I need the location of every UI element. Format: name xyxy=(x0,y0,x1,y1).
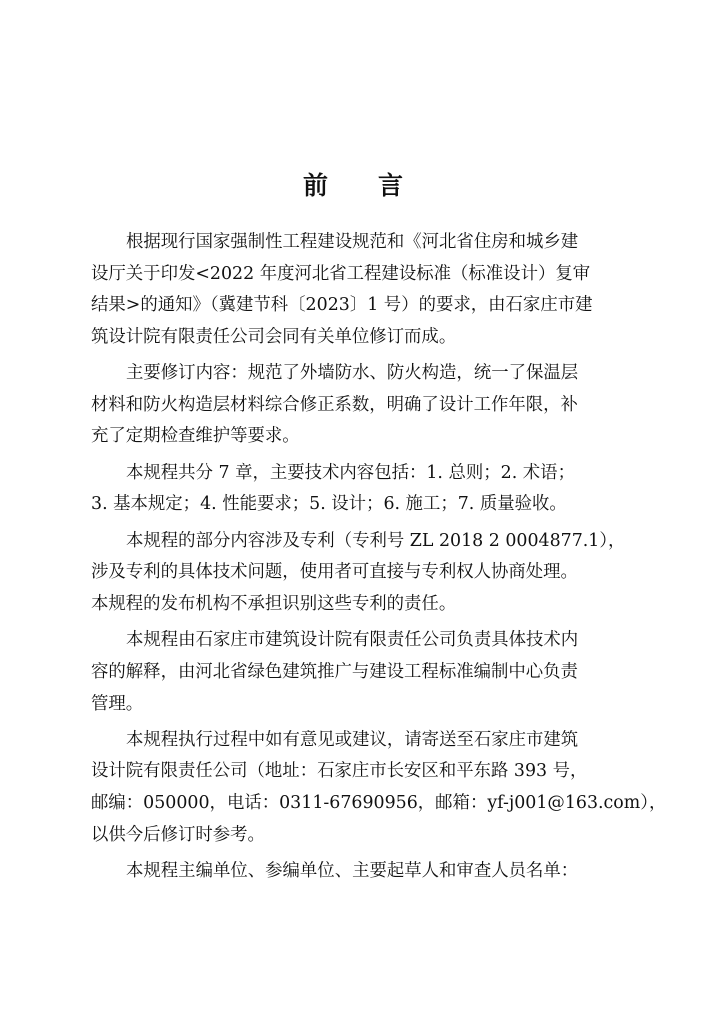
paragraph-line: 根据现行国家强制性工程建设规范和《河北省住房和城乡建 xyxy=(126,232,579,252)
paragraph-chapters xyxy=(91,458,617,521)
paragraph-line: 涉及专利的具体技术问题，使用者可直接与专利权人协商处理。 xyxy=(91,562,578,583)
page-title xyxy=(0,166,706,202)
paragraph-line: 本规程由石家庄市建筑设计院有限责任公司负责具体技术内 xyxy=(126,630,579,651)
paragraph-line: 本规程执行过程中如有意见或建议，请寄送至石家庄市建筑 xyxy=(126,729,579,750)
paragraph-line: 主要修订内容：规范了外墙防水、防火构造，统一了保温层 xyxy=(126,363,579,384)
title-char-2: 言 xyxy=(378,171,404,200)
paragraph-line: 3. 基本规定；4. 性能要求；5. 设计；6. 施工；7. 质量验收。 xyxy=(91,494,567,515)
paragraph-line: 容的解释，由河北省绿色建筑推广与建设工程标准编制中心负责 xyxy=(91,661,578,682)
title-char-1: 前 xyxy=(302,171,328,200)
paragraph-line: 邮编：050000，电话：0311-67690956，邮箱：yf-j001@163.com）， xyxy=(91,793,667,814)
paragraph-interpretation xyxy=(91,625,617,720)
paragraph-line: 本规程的部分内容涉及专利（专利号 ZL 2018 2 0004877.1）， xyxy=(126,530,626,551)
paragraph-line: 设厅关于印发<2022 年度河北省工程建设标准（标准设计）复审 xyxy=(91,263,591,284)
paragraph-patent xyxy=(91,526,626,621)
preface-body xyxy=(91,227,667,892)
paragraph-line: 本规程共分 7 章，主要技术内容包括：1. 总则；2. 术语； xyxy=(126,462,575,483)
paragraph-line: 筑设计院有限责任公司会同有关单位修订而成。 xyxy=(91,326,457,347)
paragraph-contributors xyxy=(91,856,617,888)
paragraph-line: 结果>的通知》（冀建节科〔2023〕1 号）的要求，由石家庄市建 xyxy=(91,295,593,316)
paragraph-basis xyxy=(91,227,617,353)
paragraph-line: 充了定期检查维护等要求。 xyxy=(91,426,300,447)
paragraph-line: 本规程主编单位、参编单位、主要起草人和审查人员名单： xyxy=(126,861,579,882)
paragraph-line: 管理。 xyxy=(91,693,144,714)
paragraph-line: 本规程的发布机构不承担识别这些专利的责任。 xyxy=(91,593,457,614)
paragraph-line: 设计院有限责任公司（地址：石家庄市长安区和平东路 393 号， xyxy=(91,761,588,782)
paragraph-line: 材料和防火构造层材料综合修正系数，明确了设计工作年限，补 xyxy=(91,394,578,415)
paragraph-feedback xyxy=(91,725,667,851)
paragraph-line: 以供今后修订时参考。 xyxy=(91,824,265,845)
paragraph-revisions xyxy=(91,358,617,453)
